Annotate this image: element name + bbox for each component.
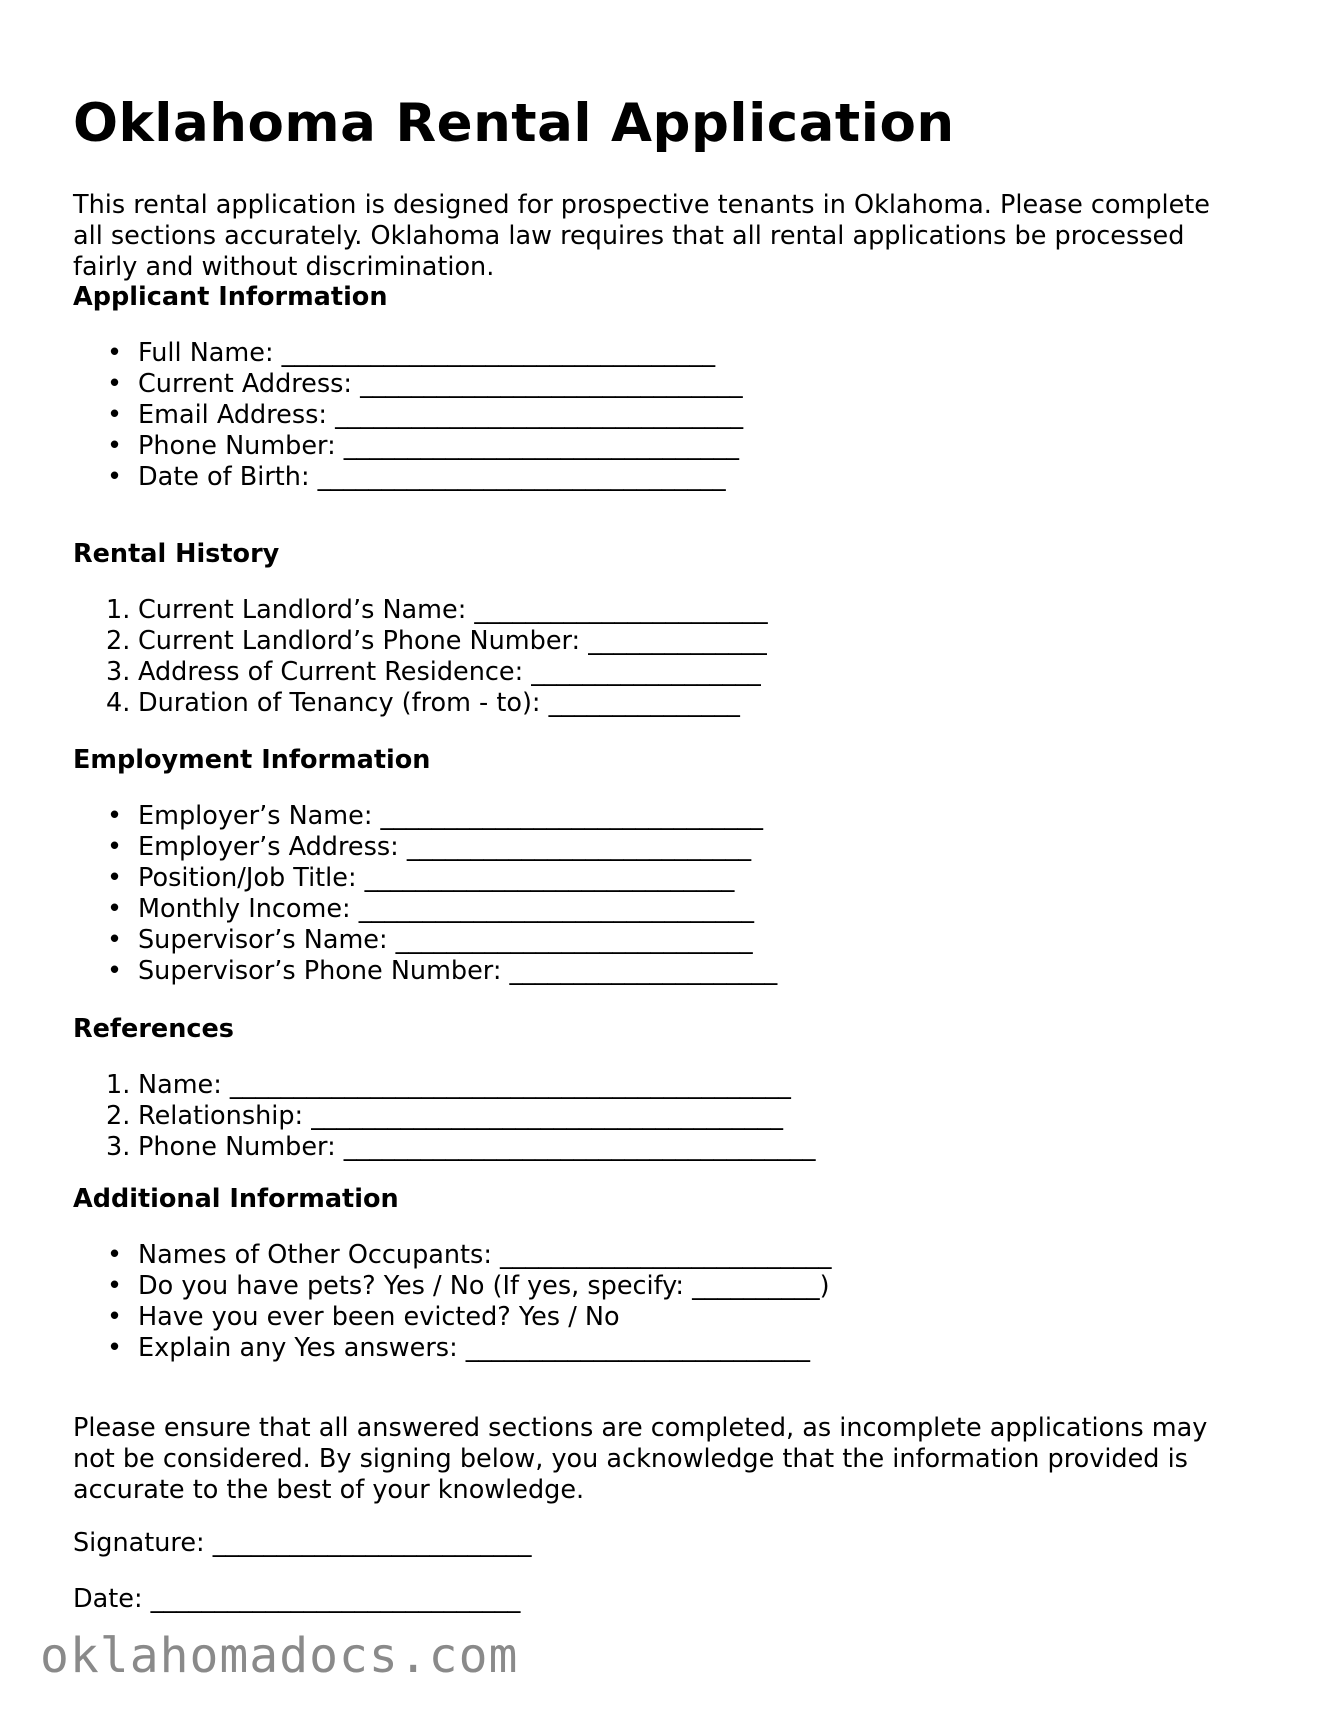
section-title-applicant: Applicant Information bbox=[73, 282, 388, 312]
additional-list bbox=[73, 1240, 832, 1364]
list-item-text: Duration of Tenancy (from - to): _______________ bbox=[138, 688, 740, 718]
list-item bbox=[73, 1101, 816, 1132]
list-item: • Employer’s Name: ______________________________ bbox=[73, 801, 777, 832]
list-item-text: Name: ____________________________________________ bbox=[138, 1070, 791, 1100]
list-item-text: Relationship: _____________________________________ bbox=[138, 1101, 783, 1131]
list-number: 4. bbox=[106, 688, 131, 718]
list-number: 1. bbox=[106, 595, 131, 625]
list-item bbox=[73, 657, 768, 688]
list-number: 3. bbox=[106, 1132, 131, 1162]
intro-paragraph: This rental application is designed for prospective tenants in Oklahoma. Please complete all sections accurately. Oklahoma law requires that all rental applications be processed fairly and without discrimination. bbox=[73, 190, 1210, 282]
list-item: • Have you ever been evicted? Yes / No bbox=[73, 1302, 832, 1333]
list-item-text: Address of Current Residence: __________________ bbox=[138, 657, 761, 687]
applicant-list bbox=[73, 338, 743, 493]
list-item: • Do you have pets? Yes / No (If yes, specify: __________) bbox=[73, 1271, 832, 1302]
list-item: • Explain any Yes answers: ___________________________ bbox=[73, 1333, 832, 1364]
references-list bbox=[73, 1070, 816, 1163]
section-title-references: References bbox=[73, 1014, 234, 1044]
list-item-text: Current Landlord’s Phone Number: ______________ bbox=[138, 626, 767, 656]
signature-line: Signature: _________________________ bbox=[73, 1528, 532, 1558]
rental-history-list bbox=[73, 595, 768, 719]
list-item: • Employer’s Address: ___________________________ bbox=[73, 832, 777, 863]
page-title: Oklahoma Rental Application bbox=[73, 93, 955, 154]
list-item: • Current Address: ______________________________ bbox=[73, 369, 743, 400]
list-item: • Full Name: __________________________________ bbox=[73, 338, 743, 369]
section-title-employment: Employment Information bbox=[73, 745, 431, 775]
site-watermark: oklahomadocs.com bbox=[40, 1628, 519, 1684]
list-item bbox=[73, 1132, 816, 1163]
list-item: • Email Address: ________________________________ bbox=[73, 400, 743, 431]
list-item: • Supervisor’s Name: ____________________________ bbox=[73, 925, 777, 956]
list-item bbox=[73, 1070, 816, 1101]
list-number: 2. bbox=[106, 1101, 131, 1131]
closing-paragraph: Please ensure that all answered sections are completed, as incomplete applications may not be considered. By signing below, you acknowledge that the information provided is accurate to the best of your knowledge. bbox=[73, 1413, 1208, 1505]
list-item bbox=[73, 595, 768, 626]
list-item bbox=[73, 626, 768, 657]
list-item-text: Current Landlord’s Name: _______________________ bbox=[138, 595, 768, 625]
list-number: 1. bbox=[106, 1070, 131, 1100]
list-item bbox=[73, 688, 768, 719]
list-item-text: Phone Number: _____________________________________ bbox=[138, 1132, 816, 1162]
list-item: • Position/Job Title: _____________________________ bbox=[73, 863, 777, 894]
employment-list bbox=[73, 801, 777, 987]
list-item: • Supervisor’s Phone Number: _____________________ bbox=[73, 956, 777, 987]
list-number: 2. bbox=[106, 626, 131, 656]
section-title-additional: Additional Information bbox=[73, 1184, 399, 1214]
section-title-rental-history: Rental History bbox=[73, 539, 280, 569]
list-item: • Monthly Income: _______________________________ bbox=[73, 894, 777, 925]
list-item: • Names of Other Occupants: __________________________ bbox=[73, 1240, 832, 1271]
list-item: • Phone Number: _______________________________ bbox=[73, 431, 743, 462]
list-item: • Date of Birth: ________________________________ bbox=[73, 462, 743, 493]
list-number: 3. bbox=[106, 657, 131, 687]
date-line: Date: _____________________________ bbox=[73, 1584, 521, 1614]
